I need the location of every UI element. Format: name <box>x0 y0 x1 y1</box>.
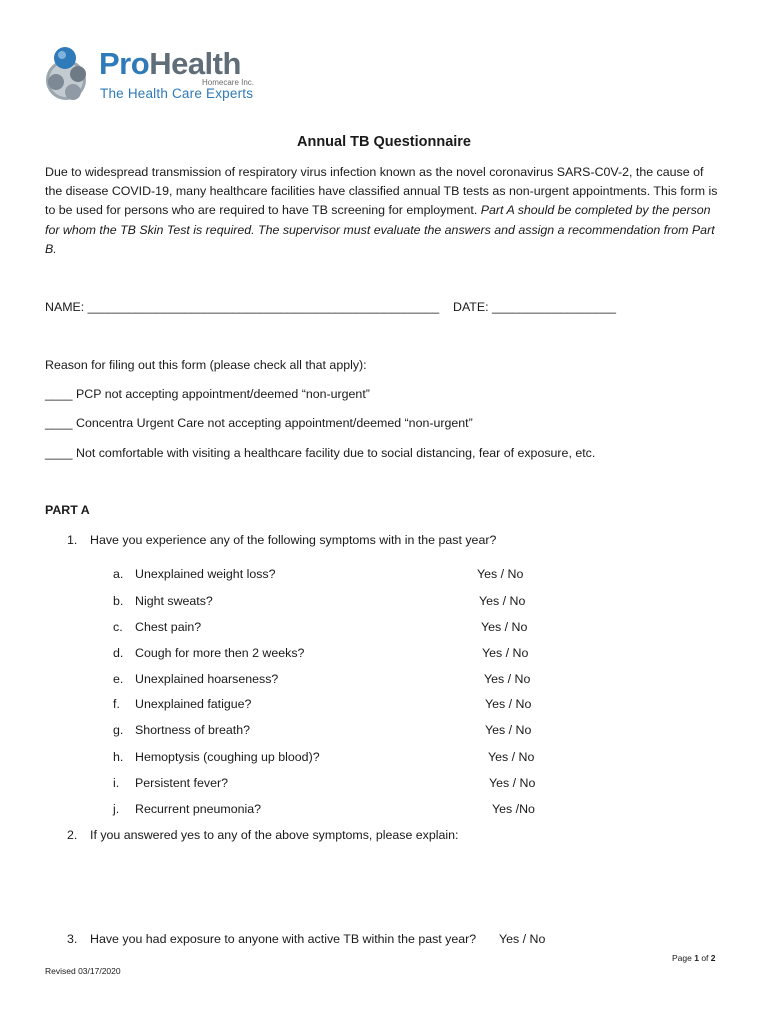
intro-text: Due to widespread transmission of respiratory virus infection known as the novel coronavirus SARS-C0V-2, the cause of the disease COVID-19, many healthcare facilities have classified annual TB tests as non-urgent appointments. This form is to be used for persons who are required to have TB screening for employment. <box>45 165 718 218</box>
reason-heading: Reason for filing out this form (please check all that apply): <box>45 358 367 372</box>
yes-no-answer[interactable]: Yes / No <box>488 750 535 764</box>
question-3-answer[interactable]: Yes / No <box>499 932 546 946</box>
logo-tagline: The Health Care Experts <box>100 86 254 101</box>
reason-option-concentra[interactable]: ____ Concentra Urgent Care not accepting appointment/deemed “non-urgent” <box>45 416 473 430</box>
symptom-letter: d. <box>113 646 124 660</box>
yes-no-answer[interactable]: Yes / No <box>477 567 524 581</box>
reason-option-uncomfortable[interactable]: ____ Not comfortable with visiting a healthcare facility due to social distancing, fear of exposure, etc. <box>45 446 596 460</box>
symptom-text: Night sweats? <box>135 594 213 608</box>
page-title: Annual TB Questionnaire <box>296 134 471 150</box>
company-logo <box>44 44 274 108</box>
symptom-text: Chest pain? <box>135 620 202 634</box>
intro-instructions: Part A should be completed by the person for whom the TB Skin Test is required. The supervisor must evaluate the answers and assign a recommendation from Part B. <box>45 203 715 256</box>
symptom-letter: h. <box>113 750 124 764</box>
yes-no-answer[interactable]: Yes / No <box>485 697 532 711</box>
question-1-text: Have you experience any of the following symptoms with in the past year? <box>90 533 497 547</box>
symptom-text: Persistent fever? <box>135 776 228 790</box>
question-3-number: 3. <box>67 932 78 946</box>
yes-no-answer[interactable]: Yes /No <box>492 802 535 816</box>
question-2-text: If you answered yes to any of the above symptoms, please explain: <box>90 828 459 842</box>
symptom-text: Recurrent pneumonia? <box>135 802 262 816</box>
symptom-text: Unexplained fatigue? <box>135 697 252 711</box>
symptom-letter: a. <box>113 567 124 581</box>
symptom-letter: f. <box>113 697 120 711</box>
yes-no-answer[interactable]: Yes / No <box>481 620 528 634</box>
question-2-number: 2. <box>67 828 78 842</box>
yes-no-answer[interactable]: Yes / No <box>479 594 526 608</box>
logo-brand-name: ProHealth <box>99 46 241 81</box>
yes-no-answer[interactable]: Yes / No <box>485 723 532 737</box>
yes-no-answer[interactable]: Yes / No <box>484 672 531 686</box>
reason-option-pcp[interactable]: ____ PCP not accepting appointment/deemed “non-urgent” <box>45 387 370 401</box>
symptom-letter: e. <box>113 672 124 686</box>
symptom-text: Unexplained hoarseness? <box>135 672 279 686</box>
name-field[interactable]: NAME: ___________________________________________________ <box>45 300 440 314</box>
part-a-heading: PART A <box>45 503 90 517</box>
symptom-letter: g. <box>113 723 124 737</box>
question-3-text: Have you had exposure to anyone with active TB within the past year? <box>90 932 477 946</box>
intro-paragraph <box>45 163 720 259</box>
symptom-letter: b. <box>113 594 124 608</box>
symptom-text: Unexplained weight loss? <box>135 567 276 581</box>
logo-brand-suffix: Homecare Inc. <box>202 78 255 87</box>
yes-no-answer[interactable]: Yes / No <box>482 646 529 660</box>
yes-no-answer[interactable]: Yes / No <box>489 776 536 790</box>
symptom-text: Shortness of breath? <box>135 723 251 737</box>
symptom-text: Hemoptysis (coughing up blood)? <box>135 750 320 764</box>
question-1-number: 1. <box>67 533 78 547</box>
symptom-letter: j. <box>113 802 120 816</box>
symptom-letter: i. <box>113 776 120 790</box>
revised-date: Revised 03/17/2020 <box>45 966 121 976</box>
date-field[interactable]: DATE: __________________ <box>453 300 617 314</box>
page-number: Page 1 of 2 <box>672 953 716 963</box>
symptom-text: Cough for more then 2 weeks? <box>135 646 305 660</box>
symptom-letter: c. <box>113 620 123 634</box>
logo-circles-icon <box>44 44 100 106</box>
